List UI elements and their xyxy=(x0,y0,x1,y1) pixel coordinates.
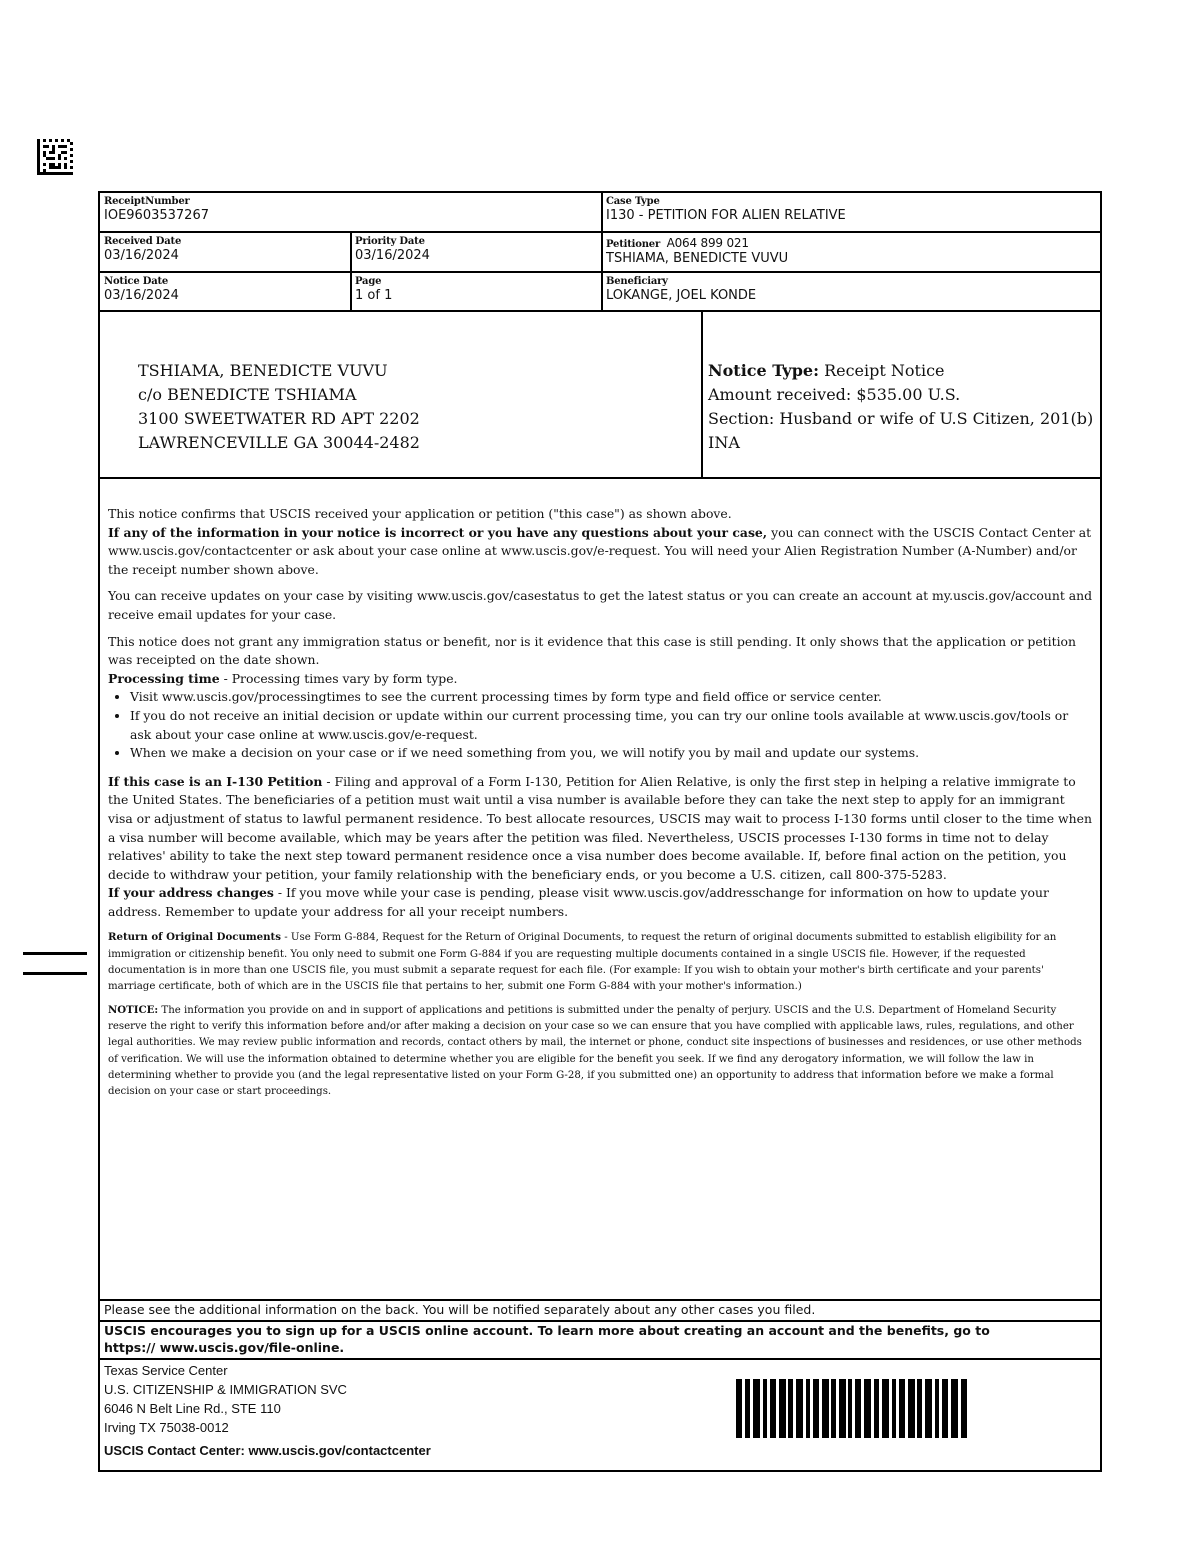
notice-type: Receipt Notice xyxy=(824,361,945,380)
beneficiary-name: LOKANGE, JOEL KONDE xyxy=(606,288,757,303)
received-date-cell xyxy=(100,233,350,266)
address-line: LAWRENCEVILLE GA 30044-2482 xyxy=(138,433,420,452)
petitioner-cell xyxy=(602,233,1102,269)
receipt-number: IOE9603537267 xyxy=(104,208,209,223)
legal-notice-paragraph: NOTICE: The information you provide on and in support of applications and petitions is submitted under the penalty of perjury. USCIS and the U.S. Department of Homeland Security reserve the right to verify this information before and/or after making a decision on your case so we can ensure that you have complied with applicable laws, rules, regulations, and other legal authorities. We may review public information and records, contact others by mail, the internet or phone, conduct site inspections of businesses and residences, or use other methods of verification. We will use the information obtained to determine whether you are eligible for the benefit you seek. If we find any derogatory information, we will follow the law in determining whether to provide you (and the legal representative listed on your Form G-28, if you submitted one) an opportunity to address that information before we make a formal decision on your case or start proceedings. xyxy=(108,1003,1082,1098)
received-date-label: Received Date xyxy=(104,236,182,247)
service-center-name: Texas Service Center xyxy=(104,1363,228,1378)
updates-paragraph: You can receive updates on your case by visiting www.uscis.gov/casestatus to get the latest status or you can create an account at my.uscis.gov/account and receive email updates for your case. xyxy=(108,588,1093,622)
address-line: 3100 SWEETWATER RD APT 2202 xyxy=(138,409,420,428)
data-matrix-code xyxy=(37,139,73,175)
notice-date: 03/16/2024 xyxy=(104,288,179,303)
list-item: • Visit www.uscis.gov/processingtimes to see the current processing times by form type and field office or service center. xyxy=(130,688,1093,707)
list-item: • If you do not receive an initial decision or update within our current processing time, you can try our online tools available at www.uscis.gov/tools or ask about your case online at www.uscis.gov/e-request. xyxy=(130,707,1093,744)
grid-line xyxy=(100,477,1100,479)
service-center-street: 6046 N Belt Line Rd., STE 110 xyxy=(104,1401,281,1416)
receipt-number-label: ReceiptNumber xyxy=(104,196,190,207)
page-label: Page xyxy=(355,276,382,287)
processing-time-heading: Processing time - Processing times vary by form type. xyxy=(108,670,458,686)
fold-mark xyxy=(23,972,87,975)
beneficiary-label: Beneficiary xyxy=(606,276,668,287)
grid-line xyxy=(701,310,703,479)
case-type-cell xyxy=(602,193,1102,226)
petitioner-name: TSHIAMA, BENEDICTE VUVU xyxy=(606,251,789,266)
questions-paragraph: If any of the information in your notice is incorrect or you have any questions about your case, you can connect with the USCIS Contact Center at www.uscis.gov/contactcenter or ask about your case online at www.uscis.gov/e-request. You will need your Alien Registration Number (A-Number) and/or the receipt number shown above. xyxy=(108,524,1092,577)
additional-info-note: Please see the additional information on the back. You will be notified separately about any other cases you filed. xyxy=(104,1302,816,1317)
page-number: 1 of 1 xyxy=(355,288,393,303)
address-line: TSHIAMA, BENEDICTE VUVU xyxy=(138,361,388,380)
contact-center: USCIS Contact Center: www.uscis.gov/contactcenter xyxy=(104,1443,431,1458)
petitioner-a-number: A064 899 021 xyxy=(666,236,749,250)
petitioner-label: Petitioner xyxy=(606,239,661,250)
notice-date-cell xyxy=(100,273,350,306)
case-type: I130 - PETITION FOR ALIEN RELATIVE xyxy=(606,208,846,223)
service-center-city: Irving TX 75038-0012 xyxy=(104,1420,229,1435)
notice-type-block xyxy=(708,359,1098,455)
list-item: • When we make a decision on your case or if we need something from you, we will notify you by mail and update our systems. xyxy=(130,744,1093,763)
page-cell xyxy=(351,273,601,306)
i130-paragraph: If this case is an I-130 Petition - Filing and approval of a Form I-130, Petition for Alien Relative, is only the first step in helping a relative immigrate to the United States. The beneficiaries of a petition must wait until a visa number is available before they can take the next step to apply for an immigrant visa or adjustment of status to lawful permanent residence. To best allocate resources, USCIS may wait to process I-130 forms until closer to the time when a visa number will become available, which may be years after the petition was filed. Nevertheless, USCIS processes I-130 forms in time not to delay relatives' ability to take the next step toward permanent residence once a visa number does become available. If, before final action on the petition, you decide to withdraw your petition, your family relationship with the beneficiary ends, or you become a U.S. citizen, call 800-375-5283. xyxy=(108,773,1092,882)
receipt-notice-form xyxy=(98,191,1102,1472)
status-paragraph: This notice does not grant any immigration status or benefit, nor is it evidence that this case is still pending. It only shows that the application or petition was receipted on the date shown. xyxy=(108,633,1076,668)
notice-date-label: Notice Date xyxy=(104,276,169,287)
beneficiary-cell xyxy=(602,273,1102,306)
address-change-paragraph: If your address changes - If you move while your case is pending, please visit www.uscis.gov/addresschange for information on how to update your address. Remember to update your address for all your receipt numbers. xyxy=(108,885,1049,919)
case-type-label: Case Type xyxy=(606,196,660,207)
mailing-address xyxy=(138,359,420,455)
section: Section: Husband or wife of U.S Citizen, 201(b) INA xyxy=(708,409,1094,452)
grid-line xyxy=(100,1358,1100,1360)
address-line: c/o BENEDICTE TSHIAMA xyxy=(138,385,357,404)
notice-body xyxy=(108,505,1093,1108)
service-center-address xyxy=(104,1361,431,1460)
online-account-note: USCIS encourages you to sign up for a USCIS online account. To learn more about creating an account and the benefits, go to https:// www.uscis.gov/file-online. xyxy=(104,1323,990,1355)
priority-date-label: Priority Date xyxy=(355,236,425,247)
return-documents-paragraph: Return of Original Documents - Use Form G-884, Request for the Return of Original Documents, to request the return of original documents submitted to establish eligibility for an immigration or citizenship benefit. You only need to submit one Form G-884 if you are requesting multiple documents contained in a single USCIS file. However, if the requested documentation is in more than one USCIS file, you must submit a separate request for each file. (For example: If you wish to obtain your mother's birth certificate and your parents' marriage certificate, both of which are in the USCIS file that pertains to her, submit one Form G-884 with your mother's information.) xyxy=(108,931,1057,993)
fold-mark xyxy=(23,952,87,955)
priority-date: 03/16/2024 xyxy=(355,248,430,263)
received-date: 03/16/2024 xyxy=(104,248,179,263)
processing-list xyxy=(108,688,1093,762)
confirmation-paragraph: This notice confirms that USCIS received your application or petition ("this case") as shown above. xyxy=(108,506,732,521)
notice-type-label: Notice Type: xyxy=(708,361,819,380)
barcode xyxy=(736,1379,967,1438)
priority-date-cell xyxy=(351,233,601,266)
amount-received: Amount received: $535.00 U.S. xyxy=(708,385,961,404)
receipt-number-cell xyxy=(100,193,600,226)
grid-line xyxy=(100,310,1100,312)
service-center-agency: U.S. CITIZENSHIP & IMMIGRATION SVC xyxy=(104,1382,347,1397)
